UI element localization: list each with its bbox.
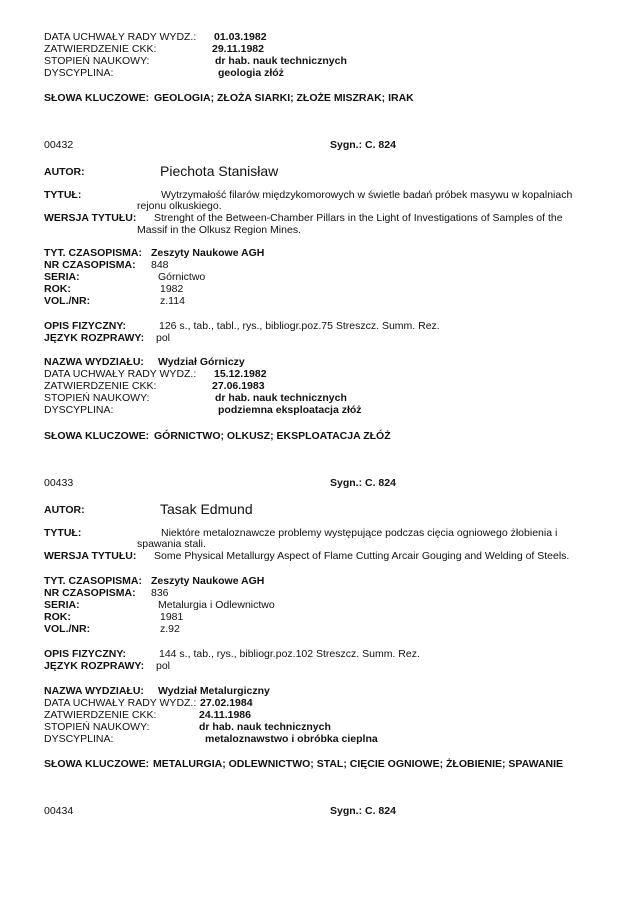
label-tytul: TYTUŁ: xyxy=(44,527,82,539)
label-dyscyplina: DYSCYPLINA: xyxy=(44,404,114,416)
value-autor: Tasak Edmund xyxy=(160,501,253,517)
record-id: 00433 xyxy=(44,477,74,489)
label-opis-fizyczny: OPIS FIZYCZNY: xyxy=(44,648,127,660)
record-sygnatura: Sygn.: C. 824 xyxy=(330,139,396,151)
value-tytul-line2: rejonu olkuskiego. xyxy=(137,200,222,212)
label-vol-nr: VOL./NR: xyxy=(44,295,91,307)
label-tytul: TYTUŁ: xyxy=(44,189,82,201)
value-data-uchwaly: 15.12.1982 xyxy=(214,368,267,380)
value-slowa-kluczowe: GEOLOGIA; ZŁOŻA SIARKI; ZŁOŻE MISZRAK; IRAK xyxy=(154,92,414,104)
label-jezyk: JĘZYK ROZPRAWY: xyxy=(44,660,145,672)
value-vol-nr: z.114 xyxy=(160,295,185,307)
value-vol-nr: z.92 xyxy=(160,623,180,635)
label-slowa-kluczowe: SŁOWA KLUCZOWE: xyxy=(44,430,150,442)
value-wersja-line1: Strenght of the Between-Chamber Pillars in the Light of Investigations of Samples of the xyxy=(154,212,563,224)
label-nazwa-wydzialu: NAZWA WYDZIAŁU: xyxy=(44,685,144,697)
record-sygnatura: Sygn.: C. 824 xyxy=(330,477,396,489)
label-stopien: STOPIEŃ NAUKOWY: xyxy=(44,392,150,404)
value-slowa-kluczowe: METALURGIA; ODLEWNICTWO; STAL; CIĘCIE OGNIOWE; ŻŁOBIENIE; SPAWANIE xyxy=(153,758,564,770)
label-zatwierdzenie: ZATWIERDZENIE CKK: xyxy=(44,380,157,392)
record-sygnatura: Sygn.: C. 824 xyxy=(330,805,396,817)
label-dyscyplina: DYSCYPLINA: xyxy=(44,67,114,79)
value-nr-czasopisma: 848 xyxy=(151,259,169,271)
label-tyt-czasopisma: TYT. CZASOPISMA: xyxy=(44,575,143,587)
label-nr-czasopisma: NR CZASOPISMA: xyxy=(44,587,136,599)
value-tytul-line1: Wytrzymałość filarów międzykomorowych w świetle badań próbek masywu w kopalniach xyxy=(161,189,573,201)
label-data-uchwaly: DATA UCHWAŁY RADY WYDZ.: xyxy=(44,697,197,709)
label-slowa-kluczowe: SŁOWA KLUCZOWE: xyxy=(44,758,150,770)
label-rok: ROK: xyxy=(44,611,71,623)
label-zatwierdzenie: ZATWIERDZENIE CKK: xyxy=(44,709,157,721)
value-tyt-czasopisma: Zeszyty Naukowe AGH xyxy=(151,575,265,587)
value-nazwa-wydzialu: Wydział Górniczy xyxy=(158,356,245,368)
value-opis-fizyczny: 126 s., tab., tabl., rys., bibliogr.poz.75 Streszcz. Summ. Rez. xyxy=(159,320,440,332)
value-opis-fizyczny: 144 s., tab., rys., bibliogr.poz.102 Streszcz. Summ. Rez. xyxy=(159,648,420,660)
label-tyt-czasopisma: TYT. CZASOPISMA: xyxy=(44,247,143,259)
value-wersja-line2: Massif in the Olkusz Region Mines. xyxy=(137,224,301,236)
value-nr-czasopisma: 836 xyxy=(151,587,169,599)
value-jezyk: pol xyxy=(156,332,171,344)
value-stopien: dr hab. nauk technicznych xyxy=(199,721,331,733)
value-stopien: dr hab. nauk technicznych xyxy=(215,392,347,404)
value-seria: Górnictwo xyxy=(158,271,206,283)
value-data-uchwaly: 27.02.1984 xyxy=(200,697,253,709)
value-rok: 1982 xyxy=(160,283,184,295)
label-jezyk: JĘZYK ROZPRAWY: xyxy=(44,332,145,344)
label-wersja-tytulu: WERSJA TYTUŁU: xyxy=(44,550,137,562)
label-nr-czasopisma: NR CZASOPISMA: xyxy=(44,259,136,271)
label-zatwierdzenie: ZATWIERDZENIE CKK: xyxy=(44,43,157,55)
label-seria: SERIA: xyxy=(44,599,80,611)
label-stopien: STOPIEŃ NAUKOWY: xyxy=(44,721,150,733)
label-autor: AUTOR: xyxy=(44,166,85,178)
value-autor: Piechota Stanisław xyxy=(160,163,279,179)
label-data-uchwaly: DATA UCHWAŁY RADY WYDZ.: xyxy=(44,368,197,380)
value-wersja-line1: Some Physical Metallurgy Aspect of Flame Cutting Arcair Gouging and Welding of Steels. xyxy=(154,550,570,562)
label-opis-fizyczny: OPIS FIZYCZNY: xyxy=(44,320,127,332)
label-stopien: STOPIEŃ NAUKOWY: xyxy=(44,55,150,67)
label-wersja-tytulu: WERSJA TYTUŁU: xyxy=(44,212,137,224)
value-tyt-czasopisma: Zeszyty Naukowe AGH xyxy=(151,247,265,259)
value-data-uchwaly: 01.03.1982 xyxy=(214,31,267,43)
value-slowa-kluczowe: GÓRNICTWO; OLKUSZ; EKSPLOATACJA ZŁÓŻ xyxy=(154,430,391,442)
value-jezyk: pol xyxy=(156,660,171,672)
value-dyscyplina: metaloznawstwo i obróbka cieplna xyxy=(205,733,378,745)
value-stopien: dr hab. nauk technicznych xyxy=(215,55,347,67)
label-nazwa-wydzialu: NAZWA WYDZIAŁU: xyxy=(44,356,144,368)
value-seria: Metalurgia i Odlewnictwo xyxy=(158,599,275,611)
label-autor: AUTOR: xyxy=(44,504,85,516)
value-tytul-line1: Niektóre metaloznawcze problemy występujące podczas cięcia ogniowego żłobienia i xyxy=(161,527,558,539)
label-vol-nr: VOL./NR: xyxy=(44,623,91,635)
value-dyscyplina: geologia złóż xyxy=(218,67,284,79)
label-slowa-kluczowe: SŁOWA KLUCZOWE: xyxy=(44,92,150,104)
label-seria: SERIA: xyxy=(44,271,80,283)
value-zatwierdzenie: 29.11.1982 xyxy=(212,43,264,55)
record-id: 00432 xyxy=(44,139,74,151)
label-rok: ROK: xyxy=(44,283,71,295)
value-rok: 1981 xyxy=(160,611,184,623)
value-nazwa-wydzialu: Wydział Metalurgiczny xyxy=(158,685,270,697)
value-dyscyplina: podziemna eksploatacja złóż xyxy=(218,404,362,416)
value-zatwierdzenie: 27.06.1983 xyxy=(212,380,265,392)
value-tytul-line2: spawania stali. xyxy=(137,538,206,550)
value-zatwierdzenie: 24.11.1986 xyxy=(199,709,251,721)
record-id: 00434 xyxy=(44,805,74,817)
label-data-uchwaly: DATA UCHWAŁY RADY WYDZ.: xyxy=(44,31,197,43)
label-dyscyplina: DYSCYPLINA: xyxy=(44,733,114,745)
